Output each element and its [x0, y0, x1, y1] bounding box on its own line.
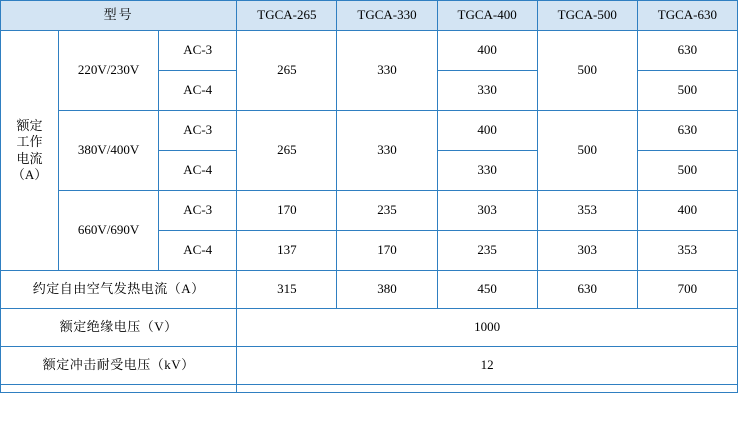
header-model-5: TGCA-630 — [637, 1, 737, 31]
cell-220-m1: 265 — [237, 31, 337, 111]
cell-thermal-m5: 700 — [637, 271, 737, 309]
cell-insulation-voltage: 1000 — [237, 309, 738, 347]
cell-380-m4: 500 — [537, 111, 637, 191]
header-model-3: TGCA-400 — [437, 1, 537, 31]
duty-label-ac3-220: AC-3 — [159, 31, 237, 71]
table-row — [1, 271, 738, 309]
insulation-voltage-label: 额定绝缘电压（V） — [1, 309, 237, 347]
cell-220-m2: 330 — [337, 31, 437, 111]
cell-660-ac3-m5: 400 — [637, 191, 737, 231]
cell-660-ac4-m2: 170 — [337, 231, 437, 271]
rated-current-label-line-1: 额定 — [16, 118, 43, 133]
cell-220-ac3-m3: 400 — [437, 31, 537, 71]
cell-thermal-m4: 630 — [537, 271, 637, 309]
cell-380-m1: 265 — [237, 111, 337, 191]
duty-label-ac3-660: AC-3 — [159, 191, 237, 231]
cell-thermal-m3: 450 — [437, 271, 537, 309]
table-header-row — [1, 1, 738, 31]
cell-660-ac3-m2: 235 — [337, 191, 437, 231]
voltage-group-label-220: 220V/230V — [59, 31, 159, 111]
cell-380-m2: 330 — [337, 111, 437, 191]
partial-value-cell — [237, 385, 738, 393]
rated-current-label-line-3: 电流 — [16, 150, 43, 166]
header-model-4: TGCA-500 — [537, 1, 637, 31]
cell-660-ac4-m1: 137 — [237, 231, 337, 271]
cell-thermal-m1: 315 — [237, 271, 337, 309]
cell-impulse-voltage: 12 — [237, 347, 738, 385]
duty-label-ac4-380: AC-4 — [159, 151, 237, 191]
voltage-group-label-660: 660V/690V — [59, 191, 159, 271]
header-model-2: TGCA-330 — [337, 1, 437, 31]
table-row — [1, 309, 738, 347]
cell-660-ac4-m4: 303 — [537, 231, 637, 271]
cell-380-ac4-m3: 330 — [437, 151, 537, 191]
cell-380-ac3-m5: 630 — [637, 111, 737, 151]
duty-label-ac3-380: AC-3 — [159, 111, 237, 151]
cell-220-ac3-m5: 630 — [637, 31, 737, 71]
cell-220-m4: 500 — [537, 31, 637, 111]
cell-660-ac3-m4: 353 — [537, 191, 637, 231]
table-row — [1, 111, 738, 151]
voltage-group-label-380: 380V/400V — [59, 111, 159, 191]
partial-label-cell — [1, 385, 237, 393]
cell-220-ac4-m3: 330 — [437, 71, 537, 111]
rated-current-label-line-2: 工作 — [16, 134, 43, 150]
header-model-1: TGCA-265 — [237, 1, 337, 31]
table-row — [1, 347, 738, 385]
table-row-partial — [1, 385, 738, 393]
rated-current-label-line-4: （A） — [11, 166, 48, 182]
cell-660-ac4-m5: 353 — [637, 231, 737, 271]
cell-220-ac4-m5: 500 — [637, 71, 737, 111]
duty-label-ac4-220: AC-4 — [159, 71, 237, 111]
cell-380-ac4-m5: 500 — [637, 151, 737, 191]
cell-thermal-m2: 380 — [337, 271, 437, 309]
rated-current-row-label — [1, 31, 59, 271]
cell-660-ac3-m1: 170 — [237, 191, 337, 231]
cell-660-ac3-m3: 303 — [437, 191, 537, 231]
duty-label-ac4-660: AC-4 — [159, 231, 237, 271]
thermal-current-label: 约定自由空气发热电流（A） — [1, 271, 237, 309]
cell-380-ac3-m3: 400 — [437, 111, 537, 151]
cell-660-ac4-m3: 235 — [437, 231, 537, 271]
table-row — [1, 191, 738, 231]
table-row — [1, 31, 738, 71]
impulse-voltage-label: 额定冲击耐受电压（kV） — [1, 347, 237, 385]
header-model-label: 型号 — [1, 1, 237, 31]
